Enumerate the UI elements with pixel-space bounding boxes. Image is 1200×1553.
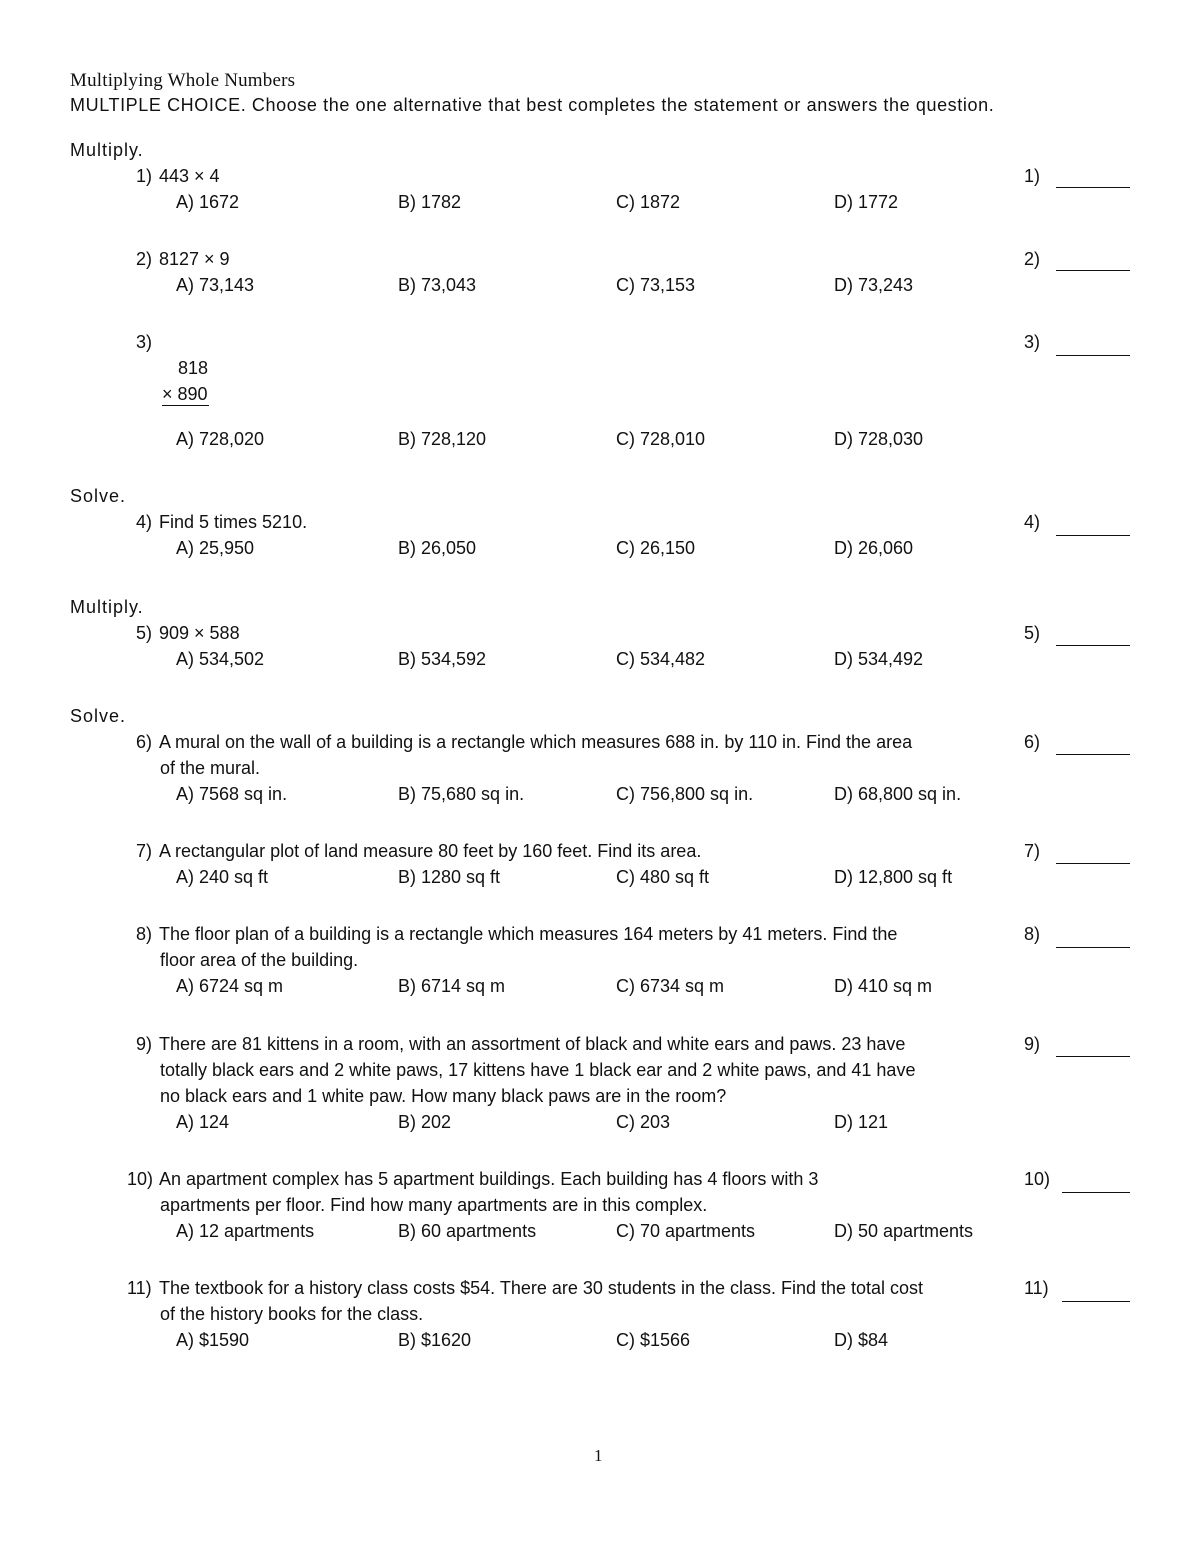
question-text: Find 5 times 5210. [159,512,308,532]
section-heading-multiply: Multiply. [70,597,144,617]
answer-blank[interactable] [1056,754,1130,755]
option-a[interactable]: A) 240 sq ft [176,867,269,887]
page-number: 1 [594,1446,603,1465]
option-a[interactable]: A) 728,020 [176,429,265,449]
answer-blank[interactable] [1062,1301,1130,1302]
answer-blank[interactable] [1056,535,1130,536]
option-c[interactable]: C) 1872 [616,192,681,212]
multiplication-rule [162,405,209,406]
option-a[interactable]: A) 1672 [176,192,240,212]
option-d[interactable]: D) 73,243 [834,275,914,295]
question-text-continued: no black ears and 1 white paw. How many black paws are in the room? [160,1086,727,1106]
answer-blank[interactable] [1056,187,1130,188]
question-text: 909 × 588 [159,623,240,643]
option-b[interactable]: B) 26,050 [398,538,477,558]
option-d[interactable]: D) 121 [834,1112,889,1132]
question-number: 11) [127,1278,152,1298]
question-text-continued: floor area of the building. [160,950,359,970]
question-number: 4) [136,512,153,532]
option-c[interactable]: C) 26,150 [616,538,696,558]
section-heading-solve: Solve. [70,486,127,506]
option-d[interactable]: D) 26,060 [834,538,914,558]
question-text: A mural on the wall of a building is a rectangle which measures 688 in. by 110 in. Find the area [159,732,913,752]
question-number: 9) [136,1034,153,1054]
answer-blank[interactable] [1056,270,1130,271]
option-d[interactable]: D) 68,800 sq in. [834,784,962,804]
option-a[interactable]: A) 7568 sq in. [176,784,288,804]
option-c[interactable]: C) 756,800 sq in. [616,784,754,804]
option-a[interactable]: A) 12 apartments [176,1221,315,1241]
option-c[interactable]: C) 480 sq ft [616,867,710,887]
question-text: A rectangular plot of land measure 80 feet by 160 feet. Find its area. [159,841,702,861]
option-d[interactable]: D) 50 apartments [834,1221,974,1241]
answer-blank[interactable] [1056,1056,1130,1057]
answer-label: 1) [1024,166,1041,186]
answer-label: 4) [1024,512,1041,532]
answer-blank[interactable] [1056,863,1130,864]
question-number: 10) [127,1169,154,1189]
option-d[interactable]: D) 410 sq m [834,976,933,996]
answer-label: 6) [1024,732,1041,752]
multiplier: × 890 [162,384,208,404]
question-number: 8) [136,924,153,944]
section-heading-multiply: Multiply. [70,140,144,160]
question-text: The floor plan of a building is a rectangle which measures 164 meters by 41 meters. Find the [159,924,898,944]
option-b[interactable]: B) 73,043 [398,275,477,295]
option-b[interactable]: B) 728,120 [398,429,487,449]
option-c[interactable]: C) 728,010 [616,429,706,449]
answer-label: 7) [1024,841,1041,861]
instructions: MULTIPLE CHOICE. Choose the one alternative that best completes the statement or answers the question. [70,95,995,115]
question-number: 2) [136,249,153,269]
question-text: An apartment complex has 5 apartment buildings. Each building has 4 floors with 3 [159,1169,819,1189]
option-c[interactable]: C) $1566 [616,1330,691,1350]
answer-label: 8) [1024,924,1041,944]
option-d[interactable]: D) 12,800 sq ft [834,867,953,887]
option-b[interactable]: B) 534,592 [398,649,487,669]
answer-blank[interactable] [1056,355,1130,356]
question-text: 8127 × 9 [159,249,230,269]
question-number: 3) [136,332,153,352]
option-d[interactable]: D) 728,030 [834,429,924,449]
answer-label: 5) [1024,623,1041,643]
section-heading-solve: Solve. [70,706,127,726]
option-b[interactable]: B) 75,680 sq in. [398,784,525,804]
option-b[interactable]: B) 202 [398,1112,452,1132]
option-a[interactable]: A) 25,950 [176,538,255,558]
question-text-continued: totally black ears and 2 white paws, 17 kittens have 1 black ear and 2 white paws, and 41 have [160,1060,916,1080]
option-d[interactable]: D) 534,492 [834,649,924,669]
option-a[interactable]: A) 124 [176,1112,230,1132]
answer-blank[interactable] [1056,947,1130,948]
option-a[interactable]: A) 534,502 [176,649,265,669]
multiplicand: 818 [178,358,209,378]
question-text: 443 × 4 [159,166,220,186]
question-text-continued: of the mural. [160,758,261,778]
question-number: 1) [136,166,153,186]
answer-label: 9) [1024,1034,1041,1054]
option-b[interactable]: B) 6714 sq m [398,976,506,996]
answer-label: 3) [1024,332,1041,352]
option-a[interactable]: A) $1590 [176,1330,250,1350]
option-a[interactable]: A) 73,143 [176,275,255,295]
option-b[interactable]: B) 60 apartments [398,1221,537,1241]
option-c[interactable]: C) 70 apartments [616,1221,756,1241]
question-number: 7) [136,841,153,861]
option-d[interactable]: D) $84 [834,1330,889,1350]
answer-label: 11) [1024,1278,1049,1298]
option-c[interactable]: C) 203 [616,1112,671,1132]
question-text: There are 81 kittens in a room, with an assortment of black and white ears and paws. 23 have [159,1034,906,1054]
option-c[interactable]: C) 6734 sq m [616,976,725,996]
question-number: 5) [136,623,153,643]
question-number: 6) [136,732,153,752]
option-b[interactable]: B) 1280 sq ft [398,867,501,887]
question-text: The textbook for a history class costs $54. There are 30 students in the class. Find the total cost [159,1278,924,1298]
option-b[interactable]: B) 1782 [398,192,462,212]
answer-label: 10) [1024,1169,1051,1189]
option-b[interactable]: B) $1620 [398,1330,472,1350]
answer-label: 2) [1024,249,1041,269]
answer-blank[interactable] [1056,645,1130,646]
option-d[interactable]: D) 1772 [834,192,899,212]
question-text-continued: apartments per floor. Find how many apartments are in this complex. [160,1195,708,1215]
option-c[interactable]: C) 73,153 [616,275,696,295]
page-title: Multiplying Whole Numbers [70,70,296,91]
option-c[interactable]: C) 534,482 [616,649,706,669]
question-text-continued: of the history books for the class. [160,1304,424,1324]
option-a[interactable]: A) 6724 sq m [176,976,284,996]
answer-blank[interactable] [1062,1192,1130,1193]
